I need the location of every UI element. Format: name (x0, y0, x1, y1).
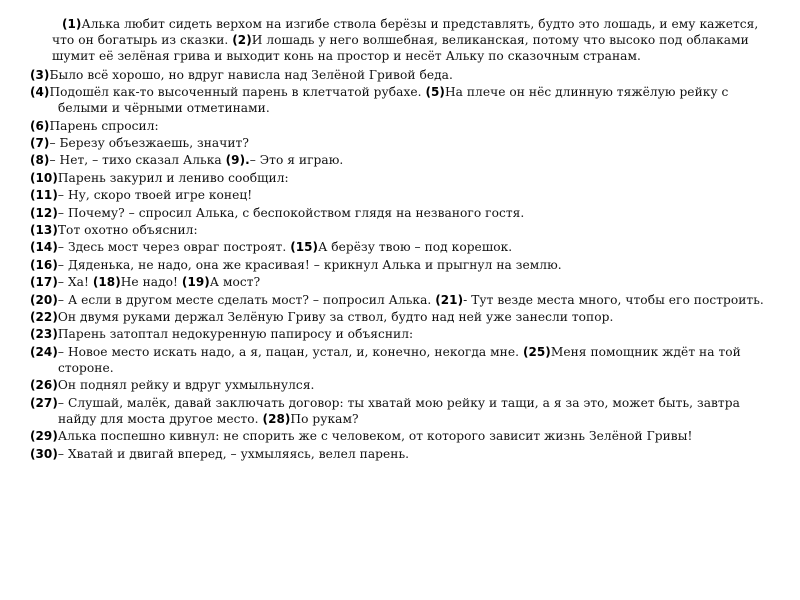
sentence-number: (8) (30, 153, 50, 168)
sentence-text: А мост? (209, 275, 261, 290)
paragraph (30, 428, 770, 444)
sentence-number: (10) (30, 170, 58, 185)
sentence-number: (2) (232, 33, 252, 48)
sentence-text: – Березу объезжаешь, значит? (49, 135, 249, 150)
sentence-text: – Слушай, малёк, давай заключать договор: ты хватай мою рейку и тащи, а я за это, может быть, завтра найду для моста другое место. (57, 395, 740, 426)
paragraph (30, 446, 770, 462)
sentence-number: (16) (30, 257, 58, 272)
sentence-number: (4) (30, 85, 50, 99)
sentence-text: – Дяденька, не надо, она же красивая! – крикнул Алька и прыгнул на землю. (57, 257, 562, 272)
sentence-number: (19) (181, 275, 210, 290)
sentence-text: Было всё хорошо, но вдруг нависла над Зелёной Гривой беда. (49, 67, 453, 82)
sentence-text: Алька поспешно кивнул: не спорить же с человеком, от которого зависит жизнь Зелёной Гривы! (57, 429, 693, 444)
sentence-text: – Ну, скоро твоей игре конец! (57, 188, 253, 203)
sentence-number: (30) (30, 446, 58, 461)
paragraph (30, 377, 770, 393)
sentence-number: (27) (30, 395, 58, 410)
paragraph (30, 222, 770, 238)
sentence-text: Подошёл как-то высоченный парень в клетчатой рубахе. (49, 85, 426, 99)
document-text (30, 16, 770, 463)
sentence-number: (21) (435, 292, 464, 307)
sentence-number: (15) (290, 240, 319, 255)
sentence-text: Парень затоптал недокуренную папиросу и объяснил: (57, 327, 414, 342)
paragraph (30, 344, 770, 376)
sentence-number: (7) (30, 135, 50, 150)
sentence-number: (18) (92, 275, 121, 290)
sentence-text: - Тут везде места много, чтобы его построить. (463, 292, 764, 307)
paragraph (30, 170, 770, 186)
sentence-number: (13) (30, 222, 58, 237)
sentence-number: (28) (262, 411, 291, 426)
sentence-number: (14) (30, 240, 58, 255)
paragraph (30, 292, 770, 308)
sentence-number: (11) (30, 188, 58, 203)
sentence-text: Алька любит сидеть верхом на изгибе ствола берёзы и представлять, будто это лошадь, и ему кажется, что он богатырь из сказки. (52, 17, 759, 48)
sentence-number: (22) (30, 309, 58, 324)
sentence-text: – Почему? – спросил Алька, с беспокойством глядя на незваного гостя. (57, 205, 525, 220)
sentence-number: (6) (30, 118, 50, 133)
sentence-number: (25) (522, 344, 551, 359)
sentence-text: Не надо! (120, 275, 182, 290)
paragraph (30, 395, 770, 427)
sentence-text: Парень закурил и лениво сообщил: (57, 170, 289, 185)
sentence-number: (1) (62, 17, 82, 31)
sentence-text: Парень спросил: (49, 118, 159, 133)
sentence-text: – А если в другом месте сделать мост? – попросил Алька. (57, 292, 436, 307)
sentence-number: (17) (30, 275, 58, 290)
sentence-text: – Нет, – тихо сказал Алька (49, 153, 226, 168)
sentence-text: Он поднял рейку и вдруг ухмыльнулся. (57, 378, 315, 393)
sentence-number: (9). (225, 153, 250, 168)
paragraph (30, 152, 770, 168)
paragraph (30, 309, 770, 325)
paragraph (30, 67, 770, 83)
paragraph (30, 239, 770, 255)
paragraph (30, 274, 770, 290)
paragraph (30, 16, 770, 65)
sentence-text: По рукам? (290, 411, 359, 426)
paragraph (30, 187, 770, 203)
sentence-number: (24) (30, 344, 58, 359)
sentence-number: (5) (425, 85, 445, 99)
sentence-number: (12) (30, 205, 58, 220)
paragraph (30, 257, 770, 273)
sentence-text: На плече он нёс длинную тяжёлую рейку с белыми и чёрными отметинами. (58, 85, 729, 116)
sentence-text: Он двумя руками держал Зелёную Гриву за ствол, будто над ней уже занесли топор. (57, 309, 614, 324)
sentence-text: Тот охотно объяснил: (57, 222, 198, 237)
sentence-number: (23) (30, 327, 58, 342)
sentence-number: (29) (30, 429, 58, 444)
sentence-text: – Здесь мост через овраг построят. (57, 240, 291, 255)
paragraph (30, 326, 770, 342)
sentence-text: И лошадь у него волшебная, великанская, потому что высоко под облаками шумит её зелёная грива и выходит конь на простор и несёт Альку по сказочным странам. (52, 33, 749, 64)
paragraph (30, 118, 770, 134)
sentence-text: – Это я играю. (249, 153, 344, 168)
sentence-number: (3) (30, 67, 50, 82)
sentence-text: – Новое место искать надо, а я, пацан, устал, и, конечно, некогда мне. (57, 344, 523, 359)
sentence-number: (26) (30, 378, 58, 393)
sentence-number: (20) (30, 292, 58, 307)
sentence-text: А берёзу твою – под корешок. (318, 240, 513, 255)
sentence-text: – Ха! (57, 275, 93, 290)
paragraph (30, 84, 770, 116)
sentence-text: Меня помощник ждёт на той стороне. (58, 344, 741, 375)
sentence-text: – Хватай и двигай вперед, – ухмыляясь, велел парень. (57, 446, 410, 461)
paragraph (30, 135, 770, 151)
paragraph (30, 205, 770, 221)
